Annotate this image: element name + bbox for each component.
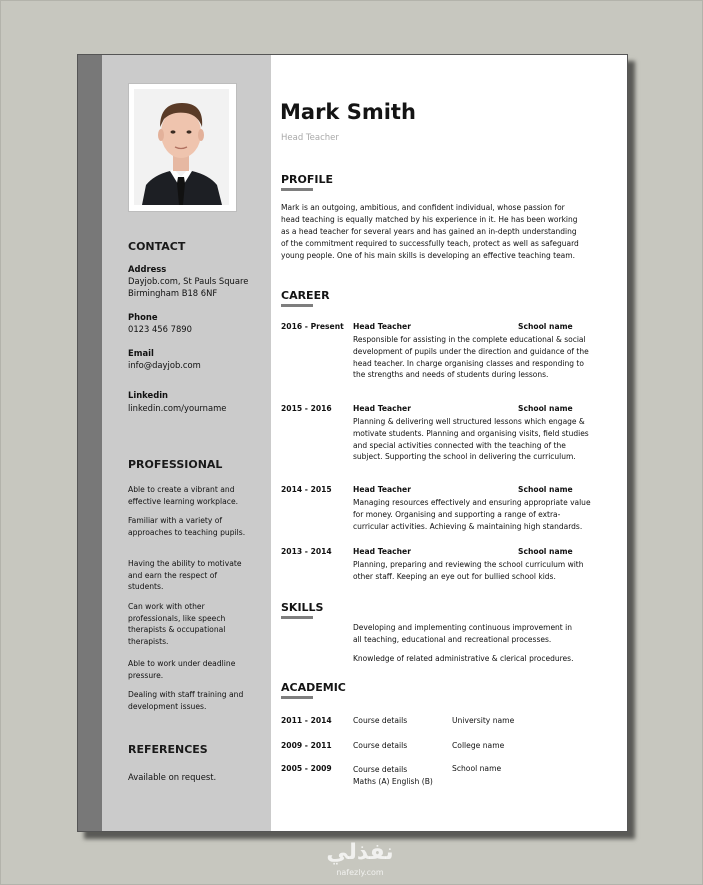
phone-label: Phone — [128, 312, 158, 322]
academic-school: University name — [452, 716, 515, 725]
section-underline — [281, 696, 313, 699]
career-dates: 2015 - 2016 — [281, 404, 332, 413]
skill-item: Knowledge of related administrative & clerical procedures. — [353, 654, 574, 663]
course-extra: Maths (A) English (B) — [353, 777, 433, 786]
academic-course — [353, 764, 433, 788]
professional-item: Able to work under deadline pressure. — [128, 659, 236, 680]
contact-heading: CONTACT — [128, 240, 186, 253]
section-underline — [281, 188, 313, 191]
career-role: Head Teacher — [353, 404, 411, 413]
phone-value: 0123 456 7890 — [128, 324, 192, 334]
professional-item: Dealing with staff training and development issues. — [128, 690, 244, 711]
academic-school: College name — [452, 741, 505, 750]
academic-dates: 2005 - 2009 — [281, 764, 332, 773]
profile-text: Mark is an outgoing, ambitious, and confident individual, whose passion for head teaching is equally matched by his experience in it. He has been working as a head teacher for several years and has gained an in-depth understanding of the commitment required to successfully teach, protect as well as safeguard young people. One of his main skills is developing an effective teaching team. — [281, 203, 579, 260]
career-dates: 2013 - 2014 — [281, 547, 332, 556]
professional-item: Can work with other professionals, like speech therapists & occupational therapists. — [128, 602, 226, 646]
profile-photo-frame — [128, 83, 237, 212]
professional-item: Familiar with a variety of approaches to teaching pupils. — [128, 516, 246, 537]
linkedin-label: Linkedin — [128, 390, 169, 400]
career-org: School name — [518, 485, 573, 494]
career-org: School name — [518, 322, 573, 331]
career-org: School name — [518, 547, 573, 556]
career-heading: CAREER — [281, 289, 330, 302]
email-value: info@dayjob.com — [128, 360, 201, 370]
skill-item: Developing and implementing continuous improvement in all teaching, educational and recreational processes. — [353, 623, 572, 644]
career-org: School name — [518, 404, 573, 413]
academic-course — [353, 715, 407, 727]
professional-item: Having the ability to motivate and earn the respect of students. — [128, 559, 242, 591]
academic-heading: ACADEMIC — [281, 681, 346, 694]
left-accent-stripe — [78, 55, 102, 831]
references-text: Available on request. — [128, 772, 217, 782]
address-label: Address — [128, 264, 167, 274]
address-line-2: Birmingham B18 6NF — [128, 288, 218, 298]
section-underline — [281, 304, 313, 307]
references-heading: REFERENCES — [128, 743, 208, 756]
watermark-logo: نفذلي — [326, 840, 394, 865]
career-dates: 2016 - Present — [281, 322, 344, 331]
watermark-site: nafezly.com — [336, 868, 384, 877]
academic-dates: 2011 - 2014 — [281, 716, 332, 725]
course-details: Course details — [353, 741, 408, 750]
profile-heading: PROFILE — [281, 173, 334, 186]
resume-document — [77, 54, 628, 832]
academic-dates: 2009 - 2011 — [281, 741, 332, 750]
skills-heading: SKILLS — [281, 601, 324, 614]
course-details: Course details — [353, 765, 408, 774]
career-description: Managing resources effectively and ensuring appropriate value for money. Organising and supporting a range of extra-curricular activities. Achieving & maintaining high standards. — [353, 498, 591, 531]
career-description: Planning, preparing and reviewing the school curriculum with other staff. Keeping an eye out for bullied school kids. — [353, 560, 584, 581]
professional-heading: PROFESSIONAL — [128, 458, 223, 471]
career-description: Responsible for assisting in the complete educational & social development of pupils under the direction and guidance of the head teacher. In charge organising classes and responding to the strengths and needs of students during lessons. — [353, 335, 589, 380]
professional-item: Able to create a vibrant and effective learning workplace. — [128, 485, 239, 506]
section-underline — [281, 616, 313, 619]
job-title: Head Teacher — [281, 133, 339, 143]
career-role: Head Teacher — [353, 322, 411, 331]
career-role: Head Teacher — [353, 547, 411, 556]
career-description: Planning & delivering well structured lessons which engage & motivate students. Planning and organising visits, field studies and special activities connected with the teaching of the subject. Supporting the school in delivering the curriculum. — [353, 417, 589, 462]
course-details: Course details — [353, 716, 408, 725]
linkedin-value: linkedin.com/yourname — [128, 403, 227, 413]
address-line-1: Dayjob.com, St Pauls Square — [128, 276, 249, 286]
candidate-name: Mark Smith — [280, 100, 416, 124]
career-dates: 2014 - 2015 — [281, 485, 332, 494]
portrait-photo-icon — [134, 89, 229, 205]
career-role: Head Teacher — [353, 485, 411, 494]
email-label: Email — [128, 348, 154, 358]
academic-school: School name — [452, 764, 502, 773]
academic-course — [353, 740, 407, 752]
